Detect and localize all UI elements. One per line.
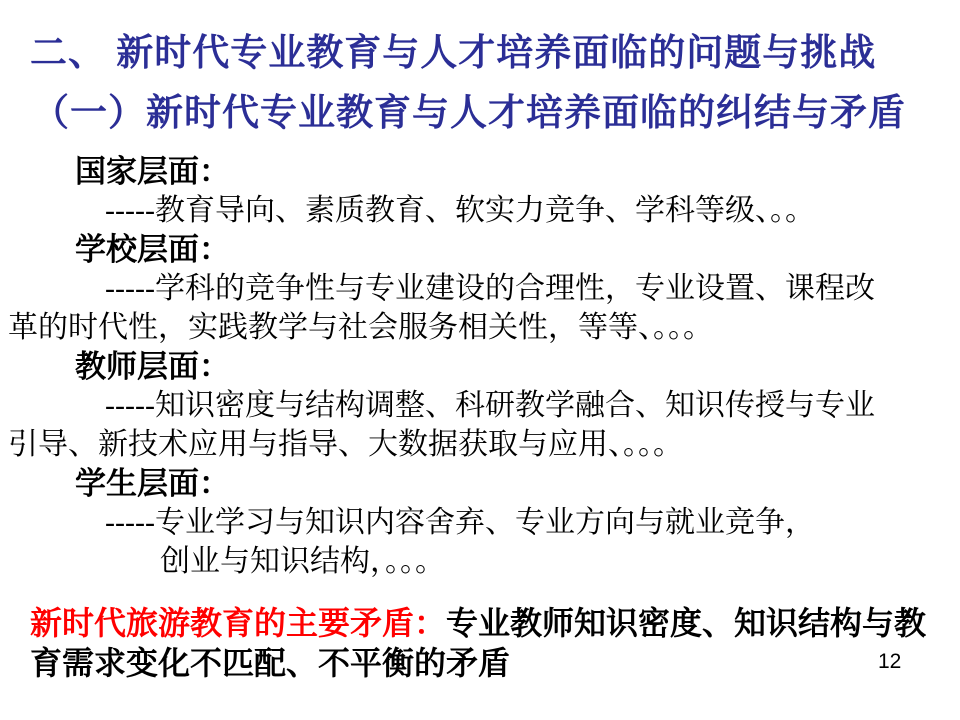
level-detail-school-1: -----学科的竞争性与专业建设的合理性，专业设置、课程改 [105,272,875,305]
level-detail-school-2: 革的时代性，实践教学与社会服务相关性，等等、。。。 [8,311,713,344]
level-detail-student-1: -----专业学习与知识内容舍弃、专业方向与就业竞争， [105,506,815,539]
level-heading-national: 国家层面： [75,154,230,189]
level-detail-teacher-2: 引导、新技术应用与指导、大数据获取与应用、。。。 [8,428,683,461]
title-line-2: （一）新时代专业教育与人才培养面临的纠结与矛盾 [32,93,906,134]
level-heading-school: 学校层面： [75,232,230,267]
main-contradiction-label: 新时代旅游教育的主要矛盾： [30,605,447,641]
level-detail-teacher-1: -----知识密度与结构调整、科研教学融合、知识传授与专业 [105,389,875,422]
level-detail-student-2: 创业与知识结构，。。。 [160,545,445,578]
main-contradiction-line-2: 育需求变化不匹配、不平衡的矛盾 [30,645,511,681]
level-detail-national: -----教育导向、素质教育、软实力竞争、学科等级、。。 [105,194,815,227]
main-contradiction-text-1: 专业教师知识密度、知识结构与教 [446,605,927,641]
page-number: 12 [878,650,902,673]
level-heading-teacher: 教师层面： [75,349,230,384]
level-heading-student: 学生层面： [75,466,230,501]
title-line-1: 二、 新时代专业教育与人才培养面临的问题与挑战 [30,33,877,74]
